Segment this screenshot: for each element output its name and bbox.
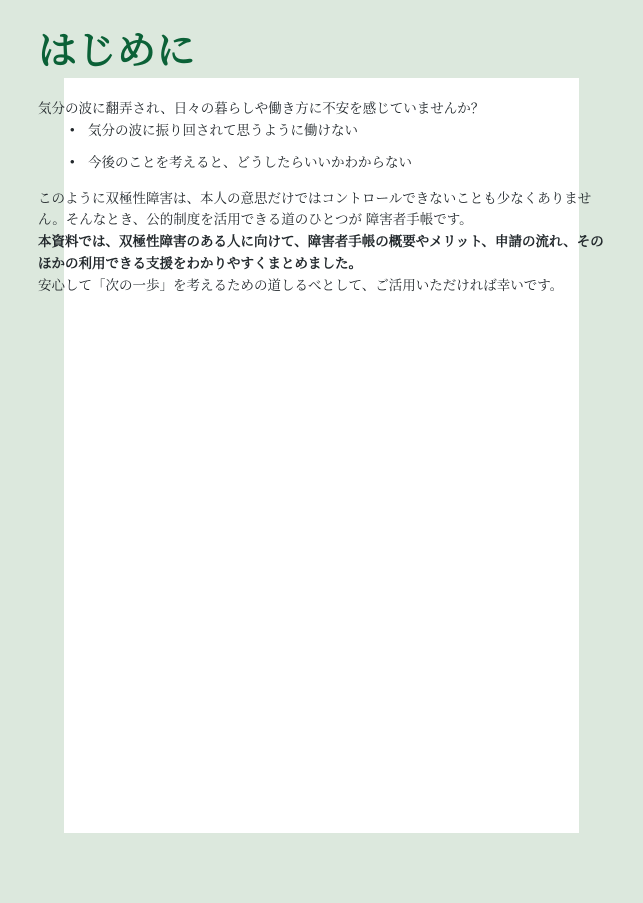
paragraph-explanation: このように双極性障害は、本人の意思だけではコントロールできないことも少なくありません。そんなとき、公的制度を活用できる道のひとつが 障害者手帳です。 (38, 190, 592, 228)
paragraph-summary: 本資料では、双極性障害のある人に向けて、障害者手帳の概要やメリット、申請の流れ、そのほかの利用できる支援をわかりやすくまとめました。 (38, 234, 604, 272)
paragraph-closing: 安心して「次の一歩」を考えるための道しるべとして、ご活用いただければ幸いです。 (38, 278, 564, 294)
concern-list (38, 120, 604, 174)
intro-paragraph: 気分の波に翻弄され、日々の暮らしや働き方に不安を感じていませんか？ (38, 101, 485, 116)
page-title: はじめに (38, 30, 197, 73)
list-item: • 気分の波に振り回されて思うように働けない (70, 120, 604, 142)
document-body (38, 98, 604, 297)
list-item: • 今後のことを考えると、どうしたらいいかわからない (70, 152, 604, 174)
